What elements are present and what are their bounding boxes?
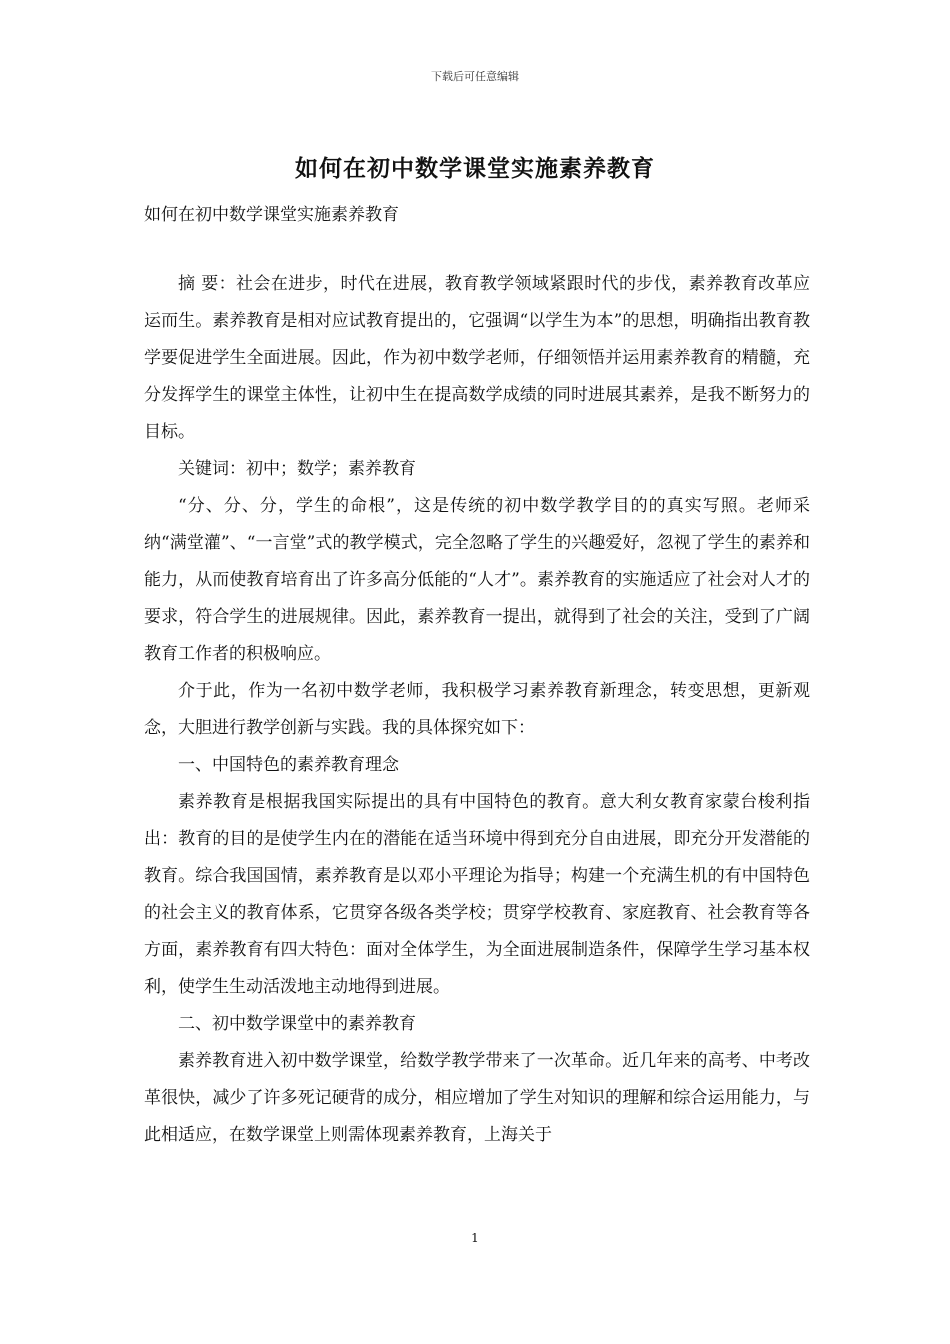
body-paragraph: “分、分、分，学生的命根”，这是传统的初中数学教学目的的真实写照。老师采纳“满堂灌”、“一言堂”式的教学模式，完全忽略了学生的兴趣爱好，忽视了学生的素养和能力，从而使教育培育出了许多高分低能的“人才”。素养教育的实施适应了社会对人才的要求，符合学生的进展规律。因此，素养教育一提出，就得到了社会的关注，受到了广阔教育工作者的积极响应。 (144, 496, 810, 664)
page-number: 1 (471, 1231, 479, 1245)
body-paragraph: 素养教育进入初中数学课堂，给数学教学带来了一次革命。近几年来的高考、中考改革很快，减少了许多死记硬背的成分，相应增加了学生对知识的理解和综合运用能力，与此相适应，在数学课堂上则需体现素养教育，上海关于 (144, 1051, 810, 1145)
section-heading: 二、初中数学课堂中的素养教育 (178, 1014, 416, 1034)
keywords-paragraph: 关键词：初中；数学；素养教育 (178, 459, 416, 479)
page-header-note: 下载后可任意编辑 (431, 70, 519, 83)
section-heading: 一、中国特色的素养教育理念 (178, 755, 399, 775)
body-paragraph: 素养教育是根据我国实际提出的具有中国特色的教育。意大利女教育家蒙台梭利指出：教育的目的是使学生内在的潜能在适当环境中得到充分自由进展，即充分开发潜能的教育。综合我国国情，素养教育是以邓小平理论为指导；构建一个充满生机的有中国特色的社会主义的教育体系，它贯穿各级各类学校；贯穿学校教育、家庭教育、社会教育等各方面，素养教育有四大特色：面对全体学生，为全面进展制造条件，保障学生学习基本权利，使学生生动活泼地主动地得到进展。 (144, 792, 810, 997)
body-paragraph: 介于此，作为一名初中数学老师，我积极学习素养教育新理念，转变思想，更新观念，大胆进行教学创新与实践。我的具体探究如下： (144, 681, 810, 738)
abstract-paragraph: 摘 要：社会在进步，时代在进展，教育教学领域紧跟时代的步伐，素养教育改革应运而生。素养教育是相对应试教育提出的，它强调“以学生为本”的思想，明确指出教育教学要促进学生全面进展。因此，作为初中数学老师，仔细领悟并运用素养教育的精髓，充分发挥学生的课堂主体性，让初中生在提高数学成绩的同时进展其素养，是我不断努力的目标。 (144, 274, 810, 442)
document-subtitle: 如何在初中数学课堂实施素养教育 (144, 205, 399, 225)
document-title: 如何在初中数学课堂实施素养教育 (295, 155, 655, 182)
document-body (144, 266, 810, 1154)
